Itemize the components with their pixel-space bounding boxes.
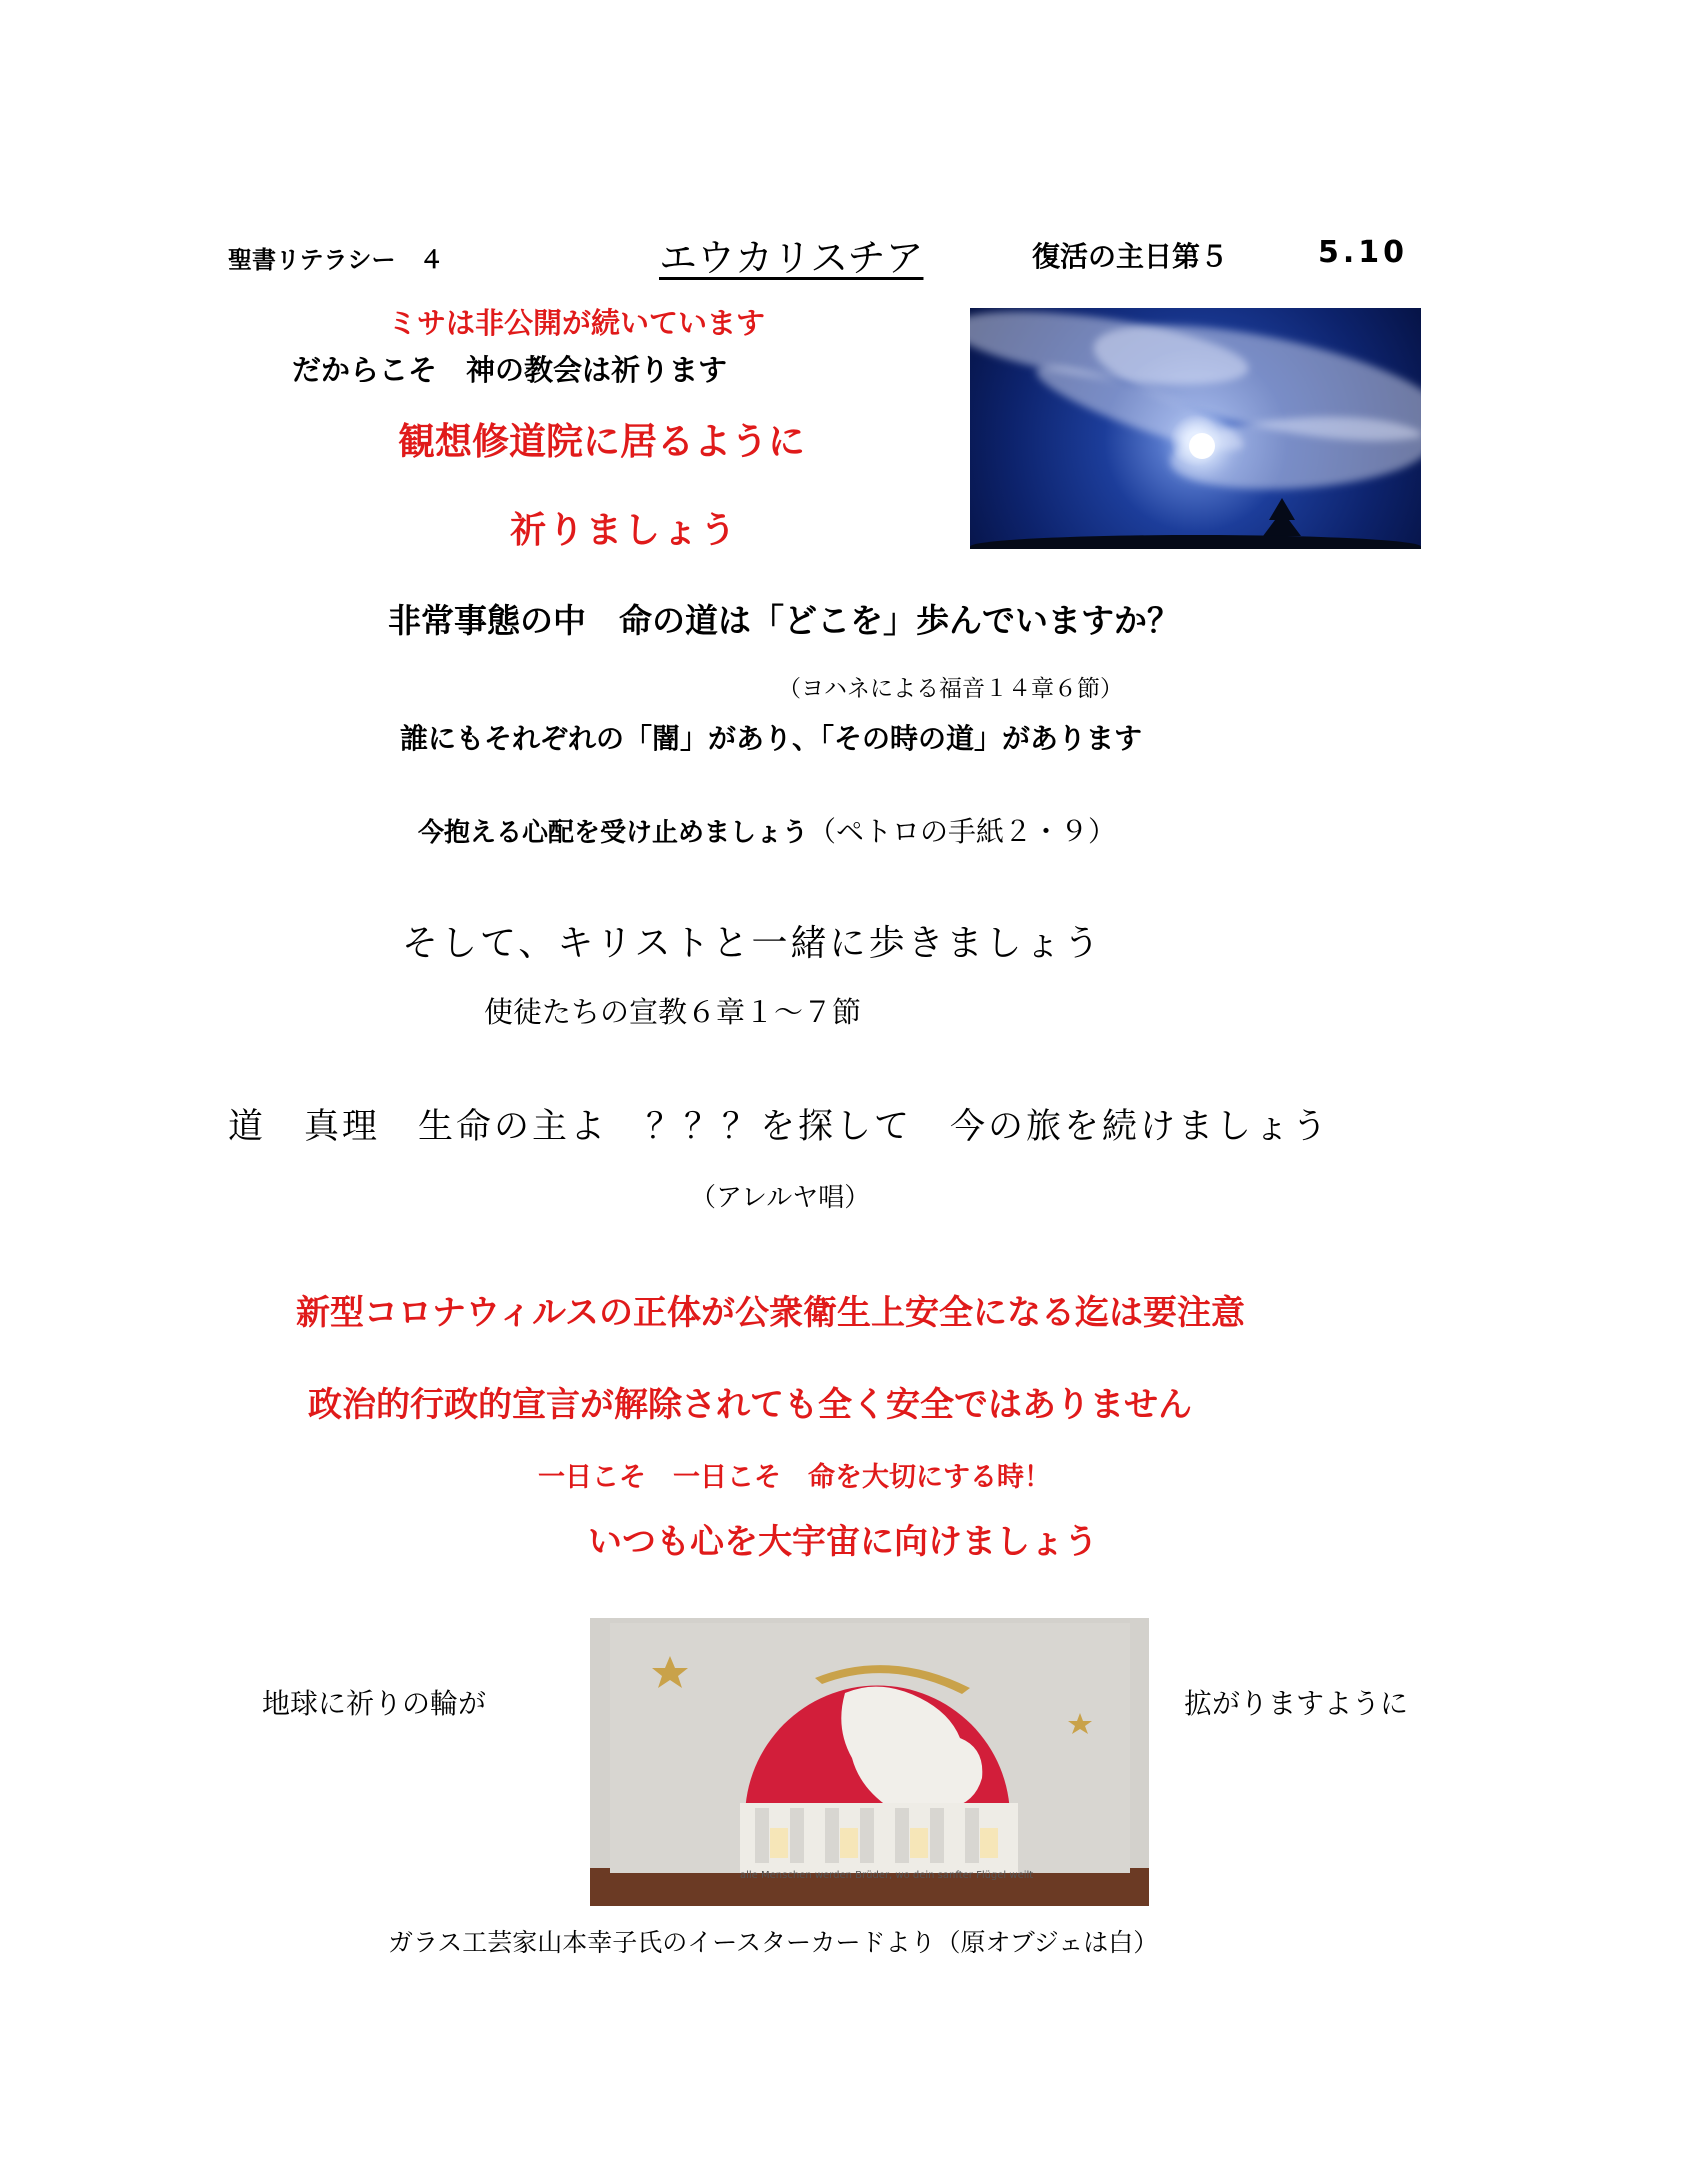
intro-line-3: 観想修道院に居るように: [398, 420, 805, 463]
card-caption: ガラス工芸家山本幸子氏のイースターカードより（原オブジェは白）: [388, 1928, 1159, 1957]
card-inscription: alle Menschen werden Brüder, wo dein sanfter Flügel weilt: [740, 1870, 1034, 1881]
walk-line: そして、キリストと一緒に歩きましょう: [402, 923, 1103, 964]
intro-line-2: だからこそ 神の教会は祈ります: [292, 353, 728, 387]
page-title: エウカリスチア: [659, 236, 924, 280]
series-label: 聖書リテラシー ４: [228, 246, 444, 274]
date-label: 5.10: [1318, 235, 1409, 270]
acts-reference: 使徒たちの宣教６章１～７節: [484, 995, 862, 1029]
closing-right: 拡がりますように: [1184, 1687, 1409, 1720]
warning-line-3: 一日こそ 一日こそ 命を大切にする時！: [538, 1462, 1051, 1493]
truth-line: 道 真理 生命の主よ ？？？を探して 今の旅を続けましょう: [228, 1107, 1331, 1147]
warning-line-4: いつも心を大宇宙に向けましょう: [588, 1522, 1098, 1562]
darkness-line: 誰にもそれぞれの「闇」があり、「その時の道」があります: [400, 722, 1143, 755]
intro-line-1: ミサは非公開が続いています: [388, 306, 766, 340]
easter-card-illustration: [590, 1618, 1149, 1906]
warning-line-2: 政治的行政的宣言が解除されても全く安全ではありません: [308, 1385, 1192, 1425]
intro-line-4: 祈りましょう: [510, 510, 739, 551]
gospel-reference: （ヨハネによる福音１４章６節）: [778, 676, 1123, 702]
sky-photo: [970, 308, 1421, 549]
warning-line-1: 新型コロナウィルスの正体が公衆衛生上安全になる迄は要注意: [296, 1293, 1245, 1333]
question-heading: 非常事態の中 命の道は「どこを」歩んでいますか？: [388, 601, 1180, 640]
alleluia-label: （アレルヤ唱）: [690, 1183, 871, 1213]
closing-left: 地球に祈りの輪が: [262, 1687, 487, 1720]
easter-card-photo: [590, 1618, 1149, 1906]
worry-line: 今抱える心配を受け止めましょう（ペトロの手紙２・９）: [418, 815, 1117, 848]
liturgical-day: 復活の主日第５: [1032, 240, 1229, 273]
